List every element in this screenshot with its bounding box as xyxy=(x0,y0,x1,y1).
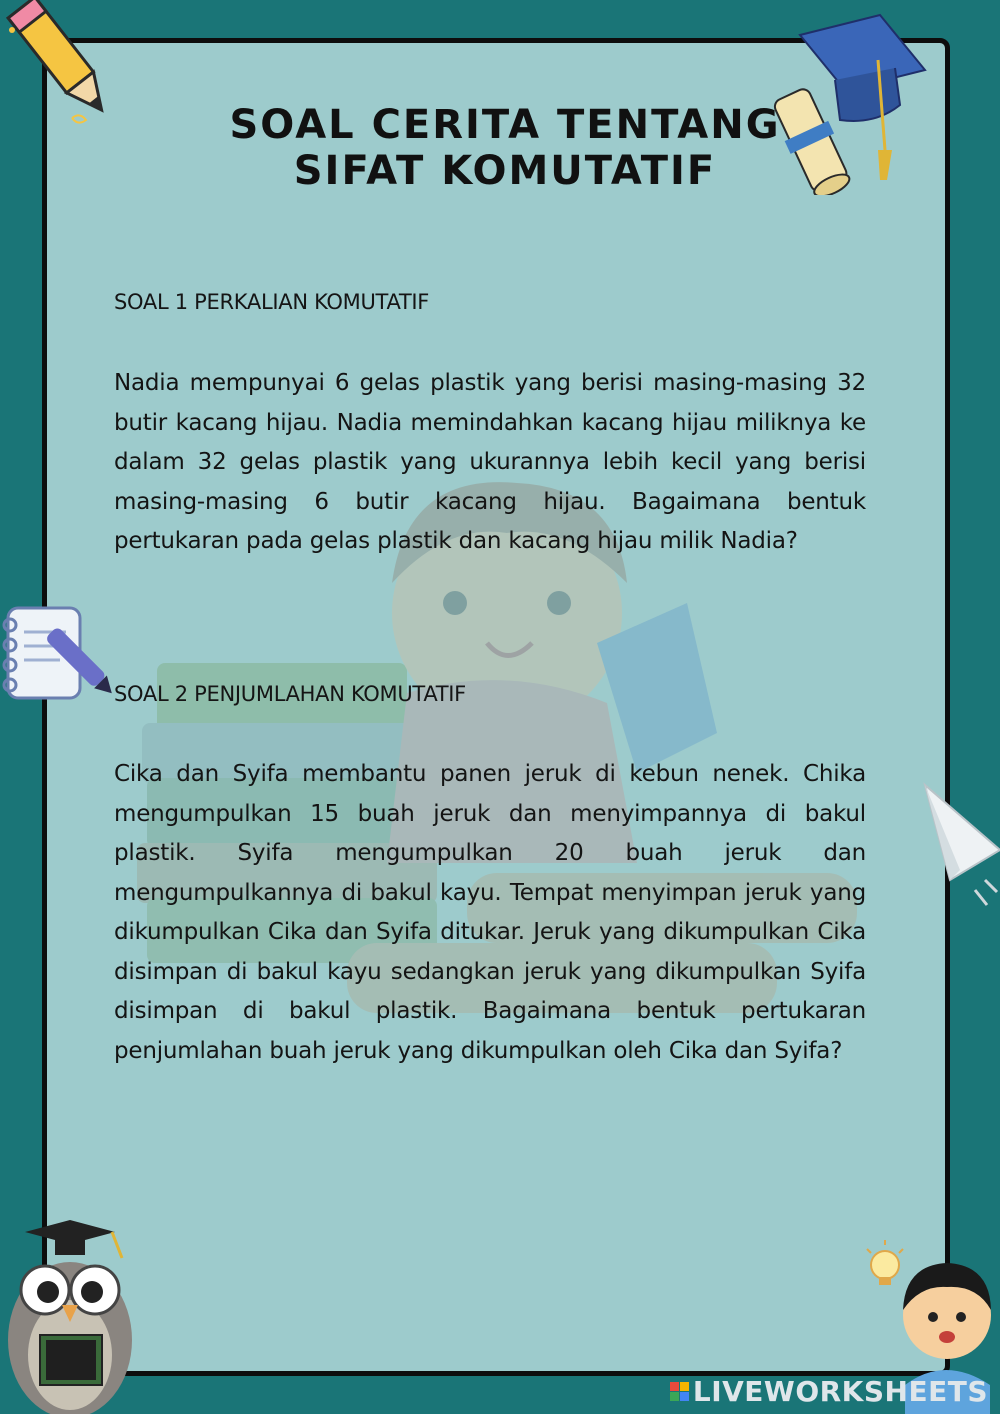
watermark-text: LIVEWORKSHEETS xyxy=(692,1375,988,1408)
graduation-cap-icon xyxy=(760,10,930,195)
soal-2-text: Cika dan Syifa membantu panen jeruk di kebun nenek. Chika mengumpulkan 15 buah jeruk dan menyimpannya di bakul plastik. Syifa mengumpulkan 20 buah jeruk dan mengumpulkannya di bakul kayu. Tempat menyimpan jeruk yang dikumpulkan Cika dan Syifa ditukar. Jeruk yang dikumpulkan Cika disimpan di bakul kayu sedangkan jeruk yang dikumpulkan Syifa disimpan di bakul plastik. Bagaimana bentuk pertukaran penjumlahan buah jeruk yang dikumpulkan oleh Cika dan Syifa? xyxy=(114,761,866,1064)
notepad-icon xyxy=(0,600,115,710)
reading-child-icon xyxy=(47,43,950,1376)
owl-icon xyxy=(0,1210,150,1414)
lightbulb-icon xyxy=(867,1240,903,1285)
paper-plane-icon xyxy=(915,780,1000,910)
soal-2-heading: SOAL 2 PENJUMLAHAN KOMUTATIF xyxy=(114,682,466,706)
watermark xyxy=(670,1375,988,1408)
soal-1-heading: SOAL 1 PERKALIAN KOMUTATIF xyxy=(114,290,430,314)
pencil-icon xyxy=(0,0,120,140)
soal-1-text: Nadia mempunyai 6 gelas plastik yang berisi masing-masing 32 butir kacang hijau. Nadia memindahkan kacang hijau miliknya ke dalam 32 gelas plastik yang ukurannya lebih kecil yang berisi masing-masing 6 butir kacang hijau. Bagaimana bentuk pertukaran pada gelas plastik dan kacang hijau milik Nadia? xyxy=(114,370,866,554)
liveworksheets-logo-icon xyxy=(670,1382,689,1401)
title-line-2: SIFAT KOMUTATIF xyxy=(293,148,717,194)
worksheet-card xyxy=(42,38,950,1376)
title-line-1: SOAL CERITA TENTANG xyxy=(229,102,781,148)
